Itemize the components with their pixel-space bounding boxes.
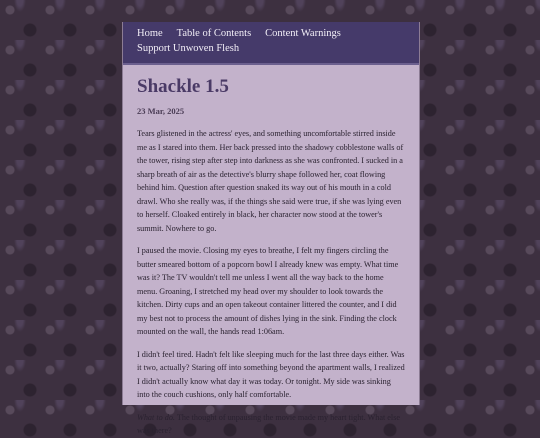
post-content xyxy=(123,76,419,438)
post-title: Shackle 1.5 xyxy=(137,76,229,97)
nav-table-of-contents-link[interactable]: Table of Contents xyxy=(176,28,252,39)
paragraph-3: I didn't feel tired. Hadn't felt like sleeping much for the last three days either. Was it two, actually? Staring off into something beyond the apartment walls, I realized I didn't actually know what day it was today. Or tonight. My side was sinking into the couch cushions, only half comfortable. xyxy=(137,349,405,399)
nav-home-link[interactable]: Home xyxy=(137,28,163,39)
post-date: 23 Mar, 2025 xyxy=(137,106,185,116)
nav-row-2 xyxy=(137,41,407,56)
paragraph-1: Tears glistened in the actress' eyes, and something uncomfortable stirred inside me as I stared into them. Her back pressed into the shadowy cobblestone walls of the tower, rising step after step into darkness as she was confronted. I sucked in a sharp breath of air as the detective's blurry shape followed her, coat flowing behind him. Question after question snaked its way out of his mouth in a cold drawl. Who she really was, if the things she said were true, if she was lying even to herself. Cloaked entirely in black, her character now stood at the tower's summit. Nowhere to go. xyxy=(137,129,404,233)
nav-row-1 xyxy=(137,26,407,41)
paragraph-4 xyxy=(137,411,405,438)
paragraph-4-italic: What to do. xyxy=(137,412,175,422)
nav-support-link[interactable]: Support Unwoven Flesh xyxy=(137,43,240,54)
paragraph-4-rest: The thought of unpausing the movie made my heart tight. What else was there? xyxy=(137,412,401,435)
page-container xyxy=(122,22,420,435)
top-nav xyxy=(123,22,419,65)
paragraph-2: I paused the movie. Closing my eyes to breathe, I felt my fingers circling the butter smeared bottom of a popcorn bowl I already knew was empty. What time was it? The TV wouldn't tell me unless I went all the way back to the home menu. Groaning, I stretched my head over my shoulder to look towards the kitchen. Dirty cups and an open takeout container littered the counter, and I did my best not to process the amount of dishes lying in the sink. Finding the clock mounted on the wall, the hands read 1:06am. xyxy=(137,246,399,336)
nav-content-warnings-link[interactable]: Content Warnings xyxy=(265,28,341,39)
